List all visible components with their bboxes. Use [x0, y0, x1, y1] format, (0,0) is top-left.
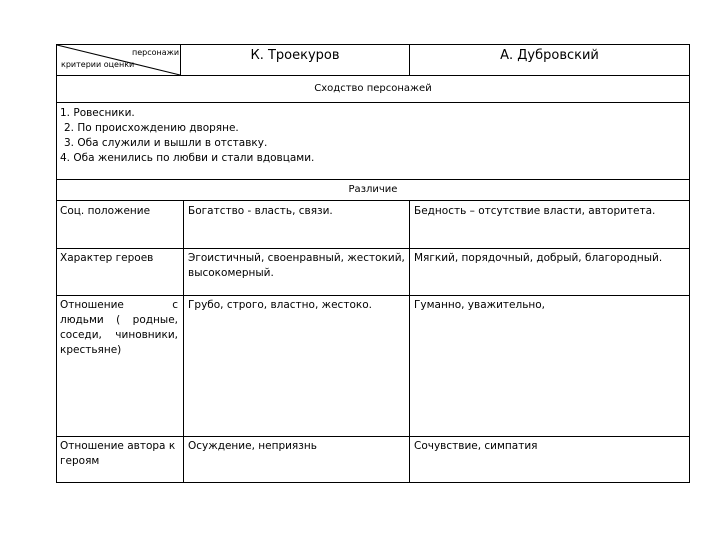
col-divider — [183, 200, 184, 482]
troekurov-cell: Богатство - власть, связи. — [188, 205, 333, 217]
troekurov-cell: Эгоистичный, своенравный, жестокий, высокомерный. — [188, 252, 405, 279]
similarity-title: Сходство персонажей — [314, 83, 432, 94]
row-divider — [56, 248, 690, 249]
table-border-bottom — [56, 482, 690, 483]
dubrovsky-cell: Сочувствие, симпатия — [414, 440, 538, 452]
dubrovsky-cell: Гуманно, уважительно, — [414, 299, 546, 311]
comparison-table — [56, 44, 690, 483]
row-divider — [56, 200, 690, 201]
criterion-cell: Соц. положение — [60, 205, 151, 217]
list-item: 4. Оба женились по любви и стали вдовцами. — [60, 152, 315, 164]
troekurov-cell: Осуждение, неприязнь — [188, 440, 317, 452]
col-divider — [409, 200, 410, 482]
dubrovsky-cell: Бедность – отсутствие власти, авторитета. — [414, 205, 656, 217]
similarity-list — [60, 106, 660, 166]
criterion-cell: Характер героев — [60, 252, 154, 264]
row-divider — [56, 295, 690, 296]
corner-label-criteria: критерии оценки — [61, 60, 135, 69]
criterion-cell: Отношение с людьми ( родные, соседи, чиновники, крестьяне) — [60, 299, 178, 356]
difference-title: Различие — [348, 184, 398, 195]
row-divider — [56, 436, 690, 437]
dubrovsky-cell: Мягкий, порядочный, добрый, благородный. — [414, 252, 663, 264]
header-dubrovsky: А. Дубровский — [500, 48, 599, 63]
corner-label-characters: персонажи — [132, 48, 180, 57]
table-border-right — [689, 44, 690, 483]
criterion-cell: Отношение автора к героям — [60, 440, 176, 467]
list-item: 1. Ровесники. — [60, 107, 135, 119]
header-troekurov: К. Троекуров — [250, 48, 340, 63]
table-border-left — [56, 44, 57, 483]
list-item: 2. По происхождению дворяне. — [64, 122, 239, 134]
troekurov-cell: Грубо, строго, властно, жестоко. — [188, 299, 372, 311]
list-item: 3. Оба служили и вышли в отставку. — [64, 137, 268, 149]
row-divider — [56, 102, 690, 103]
